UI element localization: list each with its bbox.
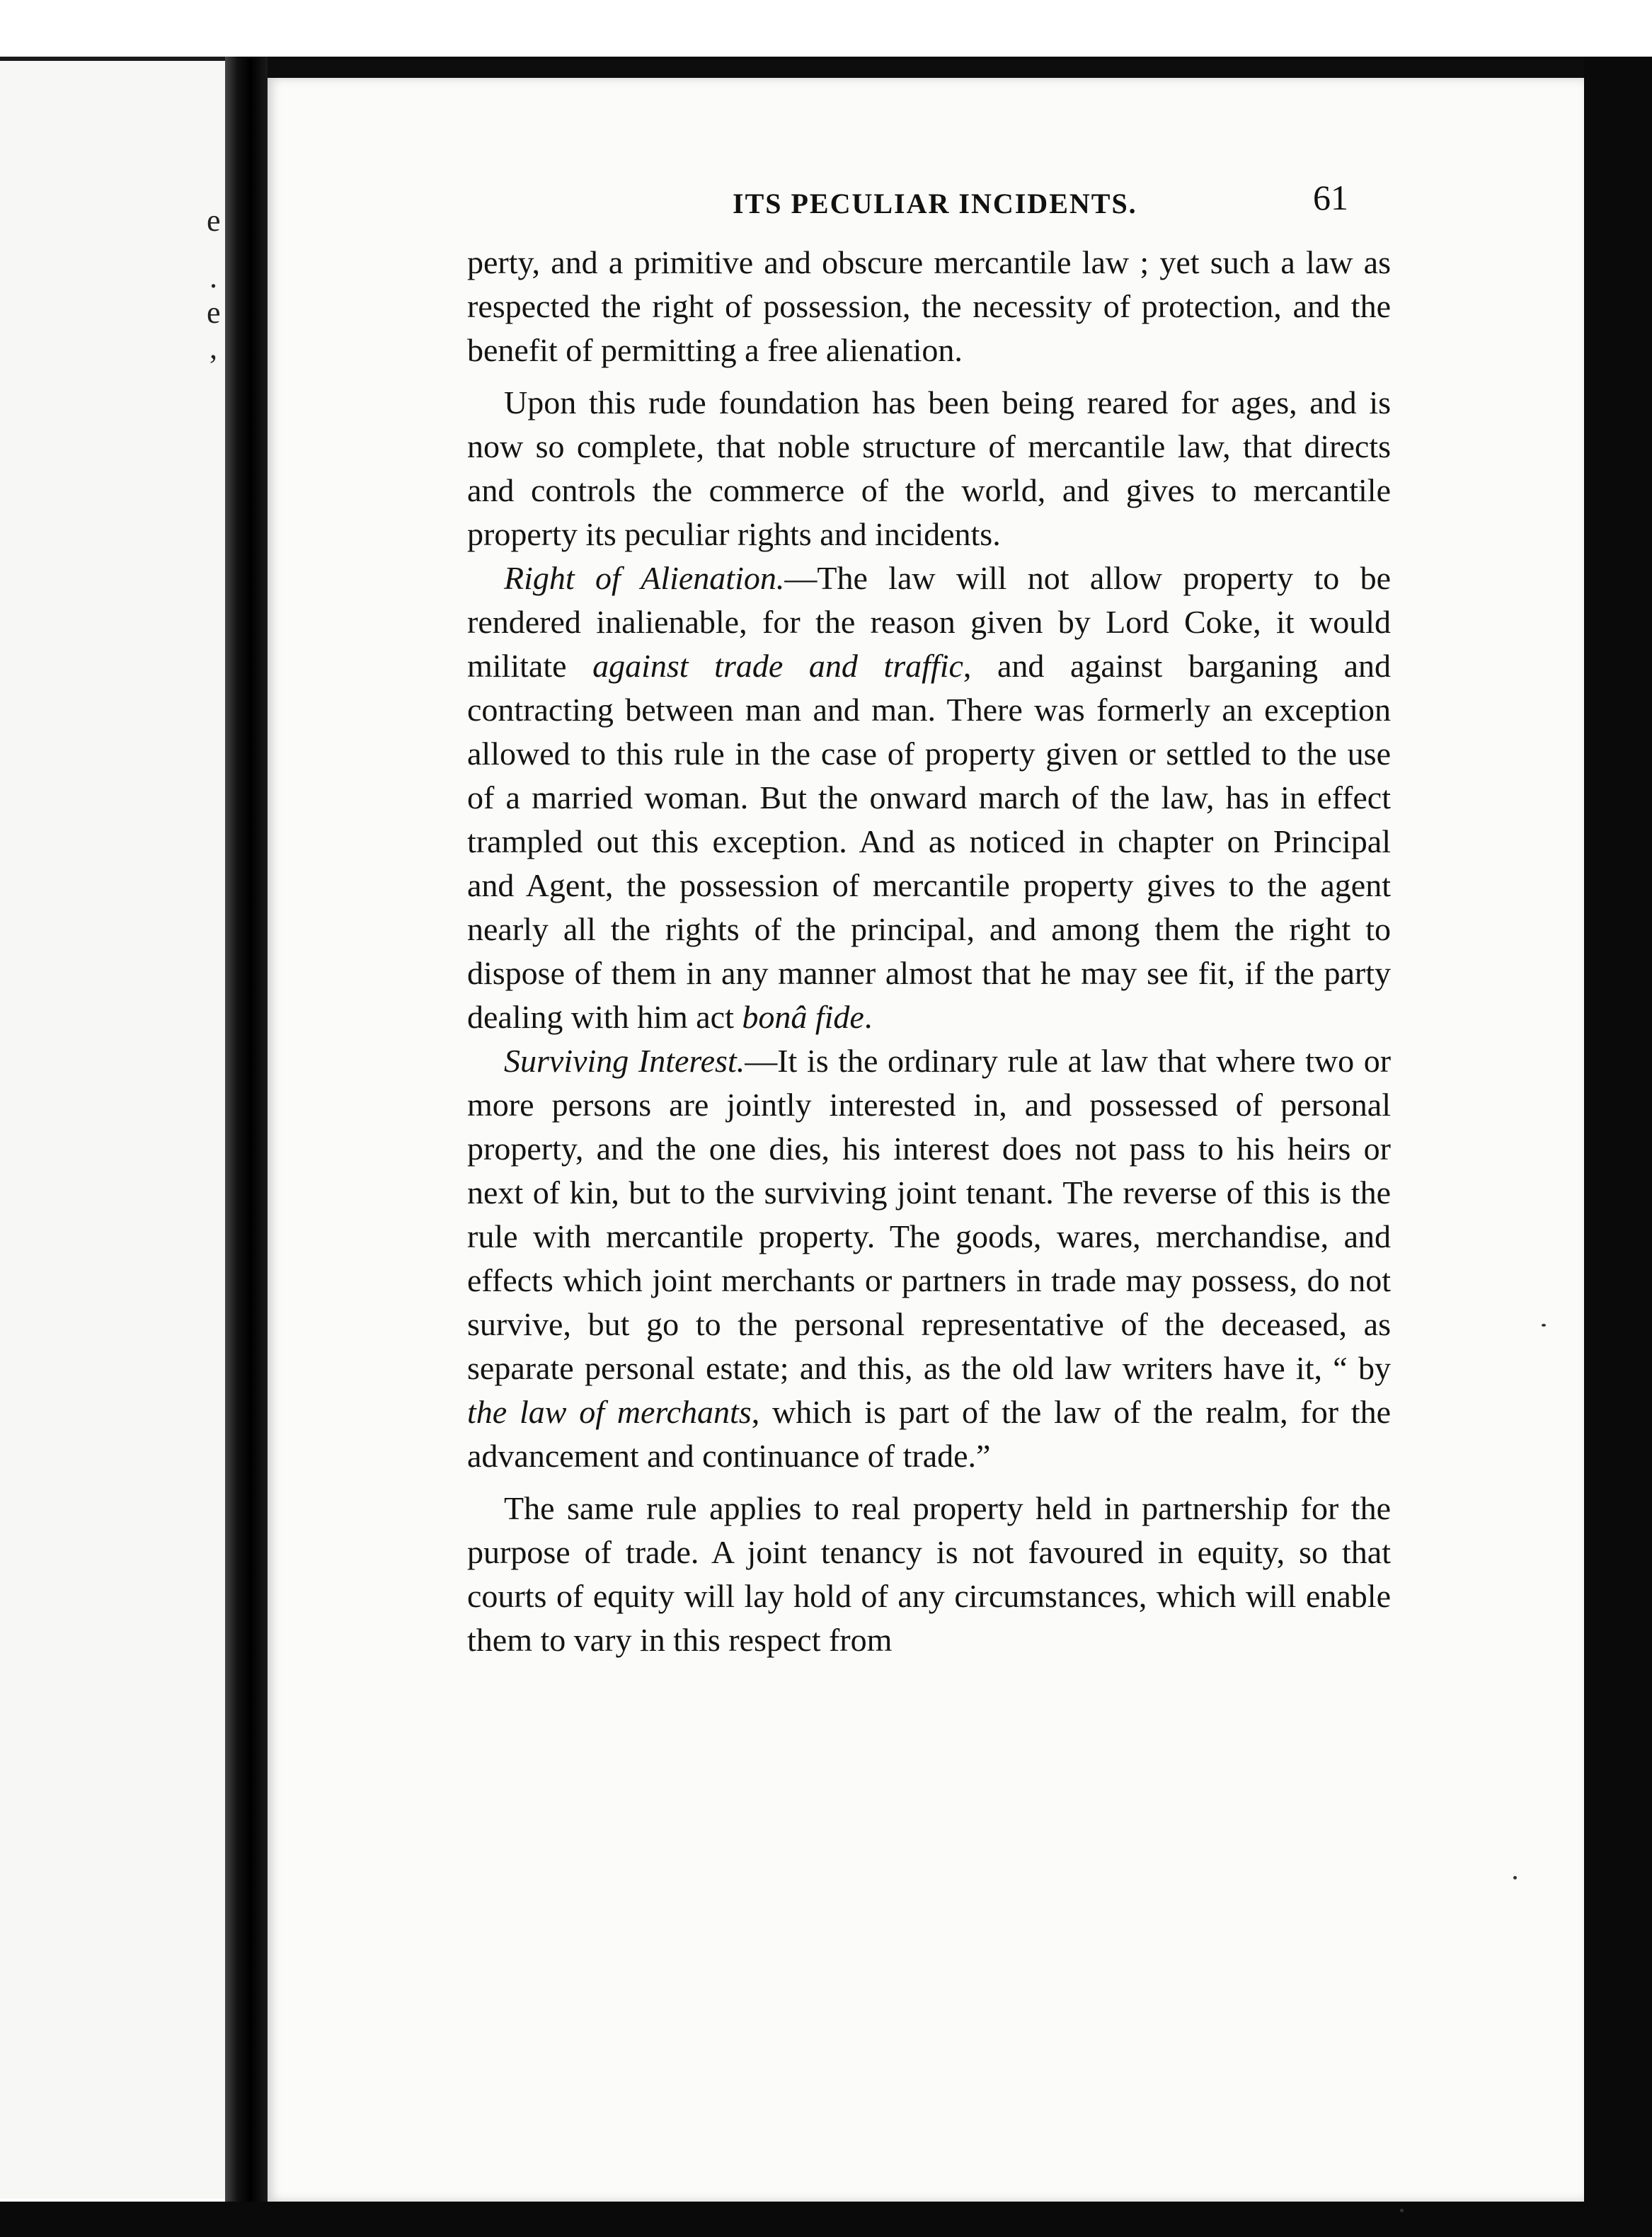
side-heading: Surviving Interest. bbox=[504, 1043, 745, 1079]
scan-speck bbox=[1513, 1876, 1517, 1880]
text-span: Upon this rude foundation has been being reared for ages, and is now so complete, that noble structure of mercantile law, that directs and controls the commerce of the world, and gives to mercantile property its peculiar rights and incidents. bbox=[467, 384, 1391, 552]
page-number: 61 bbox=[1313, 178, 1348, 217]
text-span: —The law will not allow property to be rendered inalienable, for the reason given by Lord Coke, it would militate bbox=[467, 560, 1391, 684]
edge-letter-mark: e bbox=[207, 295, 221, 330]
paragraph bbox=[467, 1487, 1391, 1662]
italic-phrase: against trade and traffic bbox=[592, 648, 963, 684]
italic-phrase: the law of merchants bbox=[467, 1394, 752, 1430]
edge-letter-mark: . bbox=[210, 260, 217, 294]
text-span: , which is part of the law of the realm, for the advancement and continuance of trade.” bbox=[467, 1394, 1391, 1474]
scan-border-top bbox=[268, 57, 1584, 78]
italic-phrase: bonâ fide bbox=[742, 999, 864, 1035]
running-head bbox=[453, 177, 1377, 227]
scan-border-bottom bbox=[0, 2202, 1652, 2237]
edge-letter-mark: , bbox=[210, 331, 217, 365]
text-span: The same rule applies to real property held in partnership for the purpose of trade. A joint tenancy is not favoured in equity, so that courts of equity will lay hold of any circumstances, which will enable them to vary in this respect from bbox=[467, 1490, 1391, 1658]
body-text bbox=[467, 241, 1391, 1662]
paragraph bbox=[467, 556, 1391, 1039]
scan-border-right bbox=[1584, 57, 1652, 2237]
text-span: —It is the ordinary rule at law that where two or more persons are jointly interested in, and possessed of personal property, and the one dies, his interest does not pass to his heirs or next of kin, but to the surviving joint tenant. The reverse of this is the rule with mercantile property. The goods, wares, merchandise, and effects which joint merchants or partners in trade may possess, do not survive, but go to the personal representative of the deceased, as separate personal estate; and this, as the old law writers have it, “ by bbox=[467, 1043, 1392, 1386]
edge-letter-mark: e bbox=[207, 203, 221, 238]
scan-speck bbox=[1400, 2209, 1404, 2212]
paragraph bbox=[467, 381, 1391, 556]
text-span: . bbox=[864, 999, 873, 1035]
scan-speck bbox=[1542, 1324, 1546, 1327]
book-gutter-shadow bbox=[225, 57, 268, 2209]
text-span: perty, and a primitive and obscure mercantile law ; yet such a law as respected the right of possession, the necessity of protection, and the benefit of permitting a free alienation. bbox=[467, 244, 1391, 368]
text-span: , and against barganing and contracting between man and man. There was formerly an exception allowed to this rule in the case of property given or settled to the use of a married woman. But the onward march of the law, has in effect trampled out this exception. And as noticed in chapter on Principal and Agent, the possession of mercantile property gives to the agent nearly all the rights of the principal, and among them the right to dispose of them in any manner almost that he may see fit, if the party dealing with him act bbox=[467, 648, 1391, 1035]
paragraph bbox=[467, 1039, 1391, 1478]
running-title: ITS PECULIAR INCIDENTS. bbox=[733, 188, 1137, 219]
facing-page-edge bbox=[0, 57, 225, 2199]
paragraph bbox=[467, 241, 1391, 372]
side-heading: Right of Alienation. bbox=[504, 560, 785, 596]
